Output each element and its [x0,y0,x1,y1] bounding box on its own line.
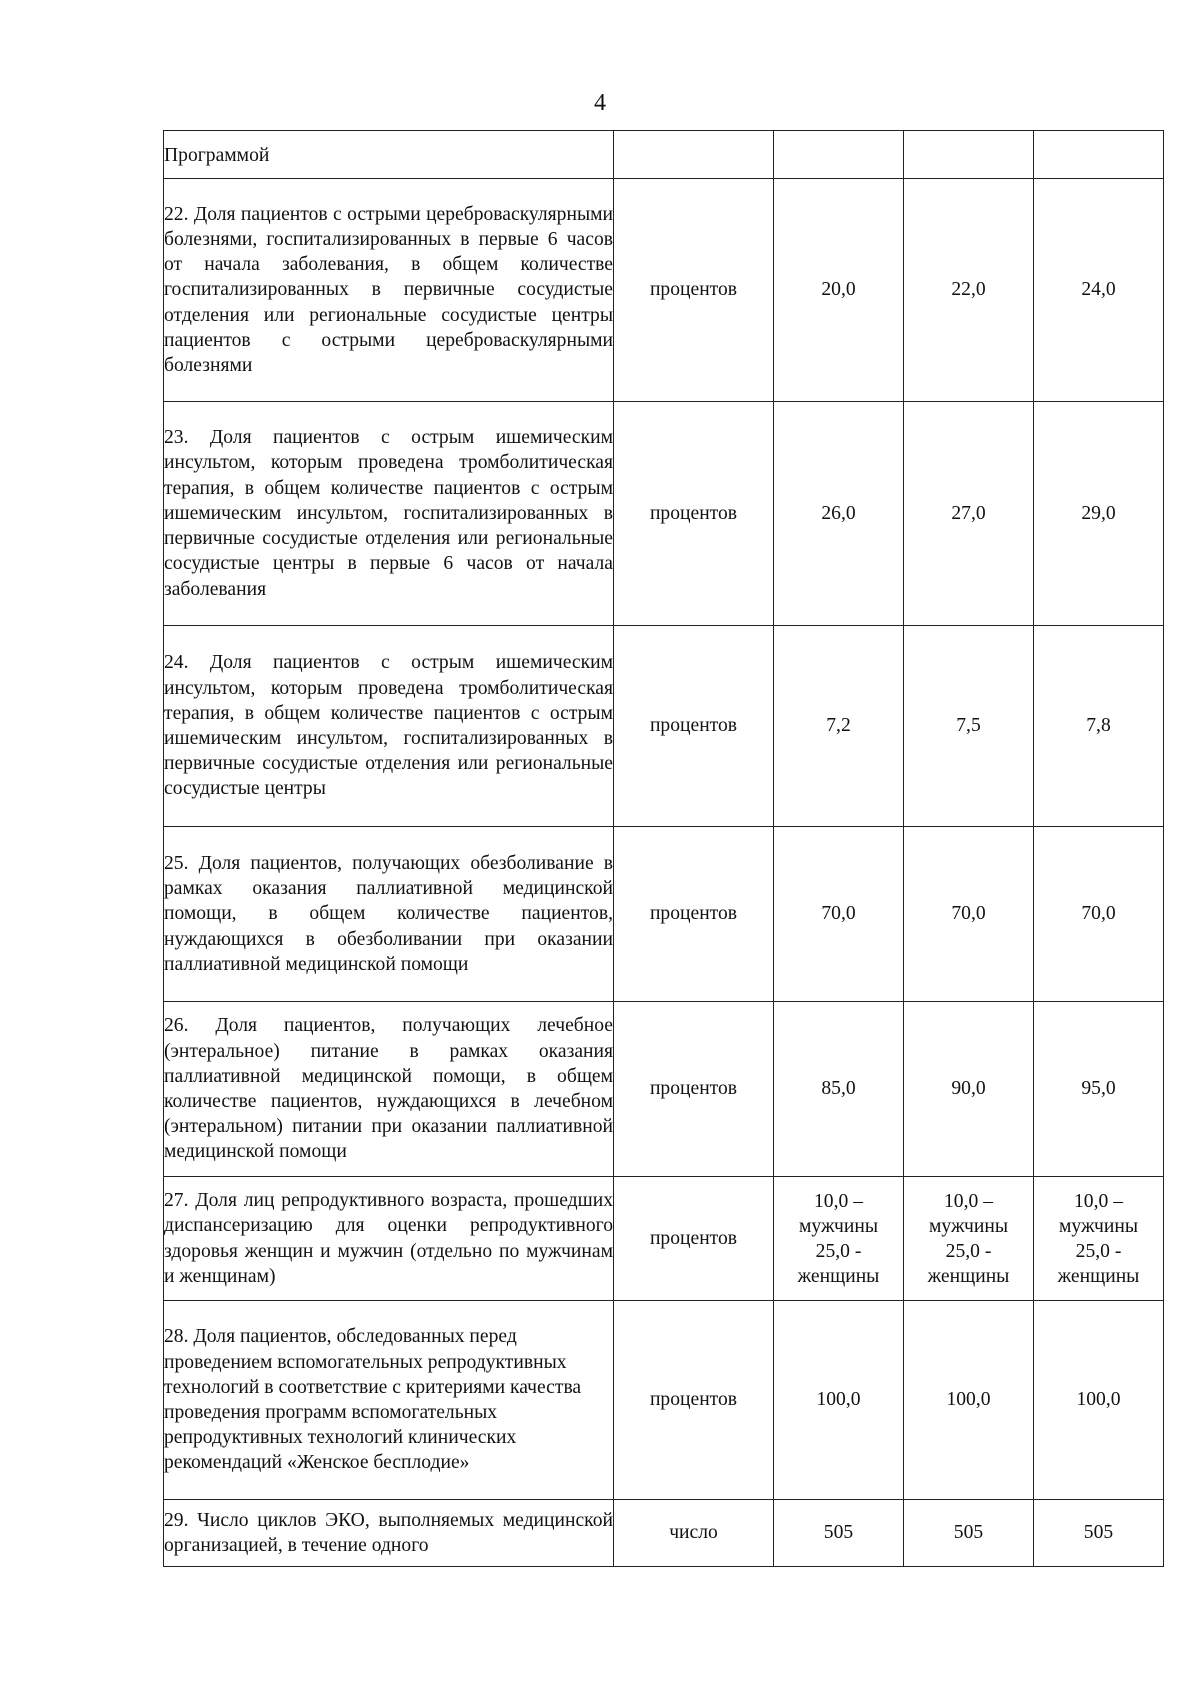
table-row [164,131,1164,179]
value-cell-2: 90,0 [904,1002,1034,1177]
table-row [164,827,1164,1002]
indicator-name: 25. Доля пациентов, получающих обезболивание в рамках оказания паллиативной медицинской помощи, в общем количестве пациентов, нуждающихся в обезболивании при оказании паллиативной медицинской помощи [164,852,613,975]
value-line: 25,0 - [1075,1240,1122,1262]
value-cell-1: 70,0 [774,827,904,1002]
value-line: мужчины [799,1215,878,1237]
indicator-name-cell [164,1002,614,1177]
indicator-name-cell [164,402,614,626]
indicator-name-cell [164,1301,614,1500]
indicator-name: 22. Доля пациентов с острыми цереброваскулярными болезнями, госпитализированных в первые 6 часов от начала заболевания, в общем количестве госпитализированных в первичные сосудистые отделения или региональные сосудистые центры пациентов с острыми цереброваскулярными болезнями [164,203,613,376]
value-cell-2: 27,0 [904,402,1034,626]
table-row [164,1301,1164,1500]
indicator-name-cell [164,179,614,402]
value-line: женщины [927,1265,1010,1287]
value-line: женщины [797,1265,880,1287]
value-cell-2: 505 [904,1500,1034,1567]
value-cell-3: 95,0 [1034,1002,1164,1177]
value-cell-1: 505 [774,1500,904,1567]
unit-cell: процентов [614,1177,774,1301]
value-cell-3 [1034,131,1164,179]
indicator-name-cell [164,1177,614,1301]
indicator-name: 23. Доля пациентов с острым ишемическим инсультом, которым проведена тромболитическая терапия, в общем количестве пациентов с острым ишемическим инсультом, госпитализированных в первичные сосудистые отделения или региональные сосудистые центры в первые 6 часов от начала заболевания [164,427,613,600]
unit-cell: число [614,1500,774,1567]
page-number: 4 [594,90,606,116]
value-line: мужчины [1059,1215,1138,1237]
indicator-name-cell [164,626,614,827]
value-cell-1: 100,0 [774,1301,904,1500]
table-row [164,179,1164,402]
value-cell-2 [904,1177,1034,1301]
value-line: 10,0 – [944,1190,993,1212]
value-cell-2 [904,131,1034,179]
value-line: 10,0 – [1074,1190,1123,1212]
unit-cell: процентов [614,402,774,626]
value-cell-1: 85,0 [774,1002,904,1177]
value-cell-1: 26,0 [774,402,904,626]
table-row [164,626,1164,827]
value-cell-3: 7,8 [1034,626,1164,827]
value-cell-2: 70,0 [904,827,1034,1002]
indicator-name-cell [164,131,614,179]
table-row [164,1002,1164,1177]
value-line: мужчины [929,1215,1008,1237]
value-line: женщины [1057,1265,1140,1287]
value-cell-3: 24,0 [1034,179,1164,402]
indicator-name: 29. Число циклов ЭКО, выполняемых медицинской организацией, в течение одного [164,1509,613,1556]
unit-cell [614,131,774,179]
indicator-name-cell [164,1500,614,1567]
value-line: 10,0 – [814,1190,863,1212]
indicator-name-cell [164,827,614,1002]
value-cell-2: 100,0 [904,1301,1034,1500]
value-line: 25,0 - [945,1240,992,1262]
indicator-name: Программой [164,144,270,166]
indicator-name: 27. Доля лиц репродуктивного возраста, прошедших диспансеризацию для оценки репродуктивного здоровья женщин и мужчин (отдельно по мужчинам и женщинам) [164,1190,613,1287]
table-row [164,402,1164,626]
value-cell-3 [1034,1177,1164,1301]
value-cell-1: 7,2 [774,626,904,827]
indicator-name: 26. Доля пациентов, получающих лечебное (энтеральное) питание в рамках оказания паллиативной медицинской помощи, в общем количестве пациентов, нуждающихся в лечебном (энтеральном) питании при оказании паллиативной медицинской помощи [164,1015,613,1163]
table-row [164,1177,1164,1301]
value-cell-1 [774,131,904,179]
value-line: 25,0 - [815,1240,862,1262]
value-cell-2: 7,5 [904,626,1034,827]
indicators-table [163,130,1164,1567]
value-cell-1: 20,0 [774,179,904,402]
value-cell-3: 100,0 [1034,1301,1164,1500]
unit-cell: процентов [614,179,774,402]
indicator-name: 24. Доля пациентов с острым ишемическим инсультом, которым проведена тромболитическая терапия, в общем количестве пациентов с острым ишемическим инсультом, госпитализированных в первичные сосудистые отделения или региональные сосудистые центры [164,652,613,800]
unit-cell: процентов [614,626,774,827]
unit-cell: процентов [614,1002,774,1177]
value-cell-3: 505 [1034,1500,1164,1567]
value-cell-3: 29,0 [1034,402,1164,626]
value-cell-2: 22,0 [904,179,1034,402]
unit-cell: процентов [614,827,774,1002]
unit-cell: процентов [614,1301,774,1500]
value-cell-3: 70,0 [1034,827,1164,1002]
indicator-name: 28. Доля пациентов, обследованных перед проведением вспомогательных репродуктивных технологий в соответствие с критериями качества проведения программ вспомогательных репродуктивных технологий клинических рекомендаций «Женское бесплодие» [164,1326,582,1474]
value-cell-1 [774,1177,904,1301]
table-row [164,1500,1164,1567]
